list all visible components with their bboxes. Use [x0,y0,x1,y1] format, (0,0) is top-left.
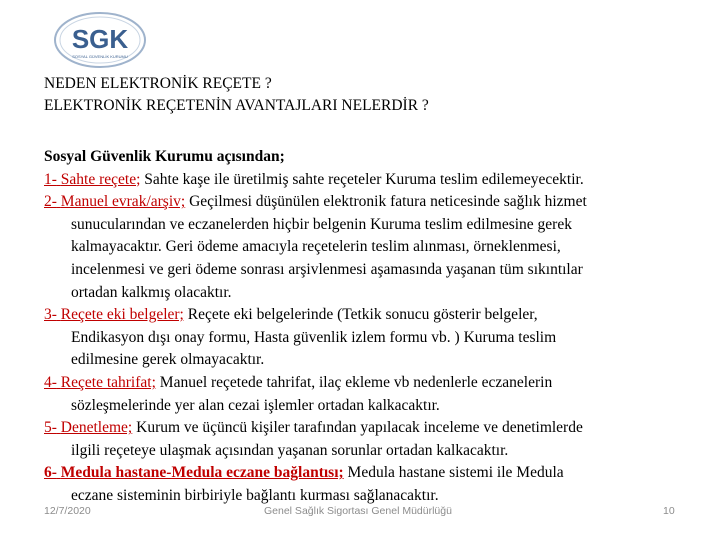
list-item [44,372,684,417]
item-label: 6- Medula hastane-Medula eczane bağlantısı; [44,464,344,482]
item-text: Reçete eki belgelerinde (Tetkik sonucu gösterir belgeler, [183,306,538,324]
item-first-line [44,372,684,395]
logo-subtext: SOSYAL GÜVENLİK KURUMU [72,54,128,59]
item-first-line [44,462,684,485]
item-continuation-line: ilgili reçeteye ulaşmak açısından yaşanan sorunlar ortadan kalkacaktır. [71,441,509,459]
item-label: 4- Reçete tahrifat; [44,373,156,391]
item-first-line [44,169,684,192]
item-continuation-line: kalmayacaktır. Geri ödeme amacıyla reçetelerin teslim alınması, örneklenmesi, [71,238,561,256]
item-text: Kurum ve üçüncü kişiler tarafından yapılacak inceleme ve denetimlerde [132,419,583,437]
list-item [44,304,684,372]
item-continuation-line: eczane sisteminin birbiriyle bağlantı kurması sağlanacaktır. [71,486,439,504]
item-first-line [44,191,684,214]
item-label: 5- Denetleme; [44,419,133,437]
item-first-line [44,304,684,327]
list-item [44,191,684,304]
footer-page-number: 10 [663,505,675,517]
item-text: Medula hastane sistemi ile Medula [343,464,564,482]
headings [44,73,429,117]
item-continuation-line: sözleşmelerinde yer alan cezai işlemler ortadan kalkacaktır. [71,396,440,414]
list-item [44,417,684,462]
item-continuation-line: sunucularından ve eczanelerden hiçbir belgenin Kuruma teslim edilmesine gerek [71,215,572,233]
item-first-line [44,417,684,440]
list-item [44,169,684,192]
content [44,146,684,508]
item-list [44,169,684,508]
item-continuation-line: edilmesine gerek olmayacaktır. [71,351,265,369]
footer-date: 12/7/2020 [44,505,91,517]
item-label: 1- Sahte reçete; [44,170,141,188]
list-item [44,462,684,507]
item-label: 2- Manuel evrak/arşiv; [44,193,186,211]
footer-center: Genel Sağlık Sigortası Genel Müdürlüğü [264,505,452,517]
item-label: 3- Reçete eki belgeler; [44,306,184,324]
item-text: Geçilmesi düşünülen elektronik fatura neticesinde sağlık hizmet [185,193,587,211]
lead-text: Sosyal Güvenlik Kurumu açısından; [44,148,285,165]
item-continuation-line: Endikasyon dışı onay formu, Hasta güvenlik izlem formu vb. ) Kuruma teslim [71,328,557,346]
sgk-logo [52,10,152,70]
logo-text: SGK [71,24,129,54]
heading-1: NEDEN ELEKTRONİK REÇETE ? [44,75,272,92]
item-text: Sahte kaşe ile üretilmiş sahte reçeteler Kuruma teslim edilemeyecektir. [140,170,584,188]
item-text: Manuel reçetede tahrifat, ilaç ekleme vb nedenlerle eczanelerin [155,373,553,391]
heading-2: ELEKTRONİK REÇETENİN AVANTAJLARI NELERDİR ? [44,97,429,114]
item-continuation-line: incelenmesi ve geri ödeme sonrası arşivlenmesi aşamasında yaşanan tüm sıkıntılar [71,260,583,278]
item-continuation-line: ortadan kalkmış olacaktır. [71,283,232,301]
